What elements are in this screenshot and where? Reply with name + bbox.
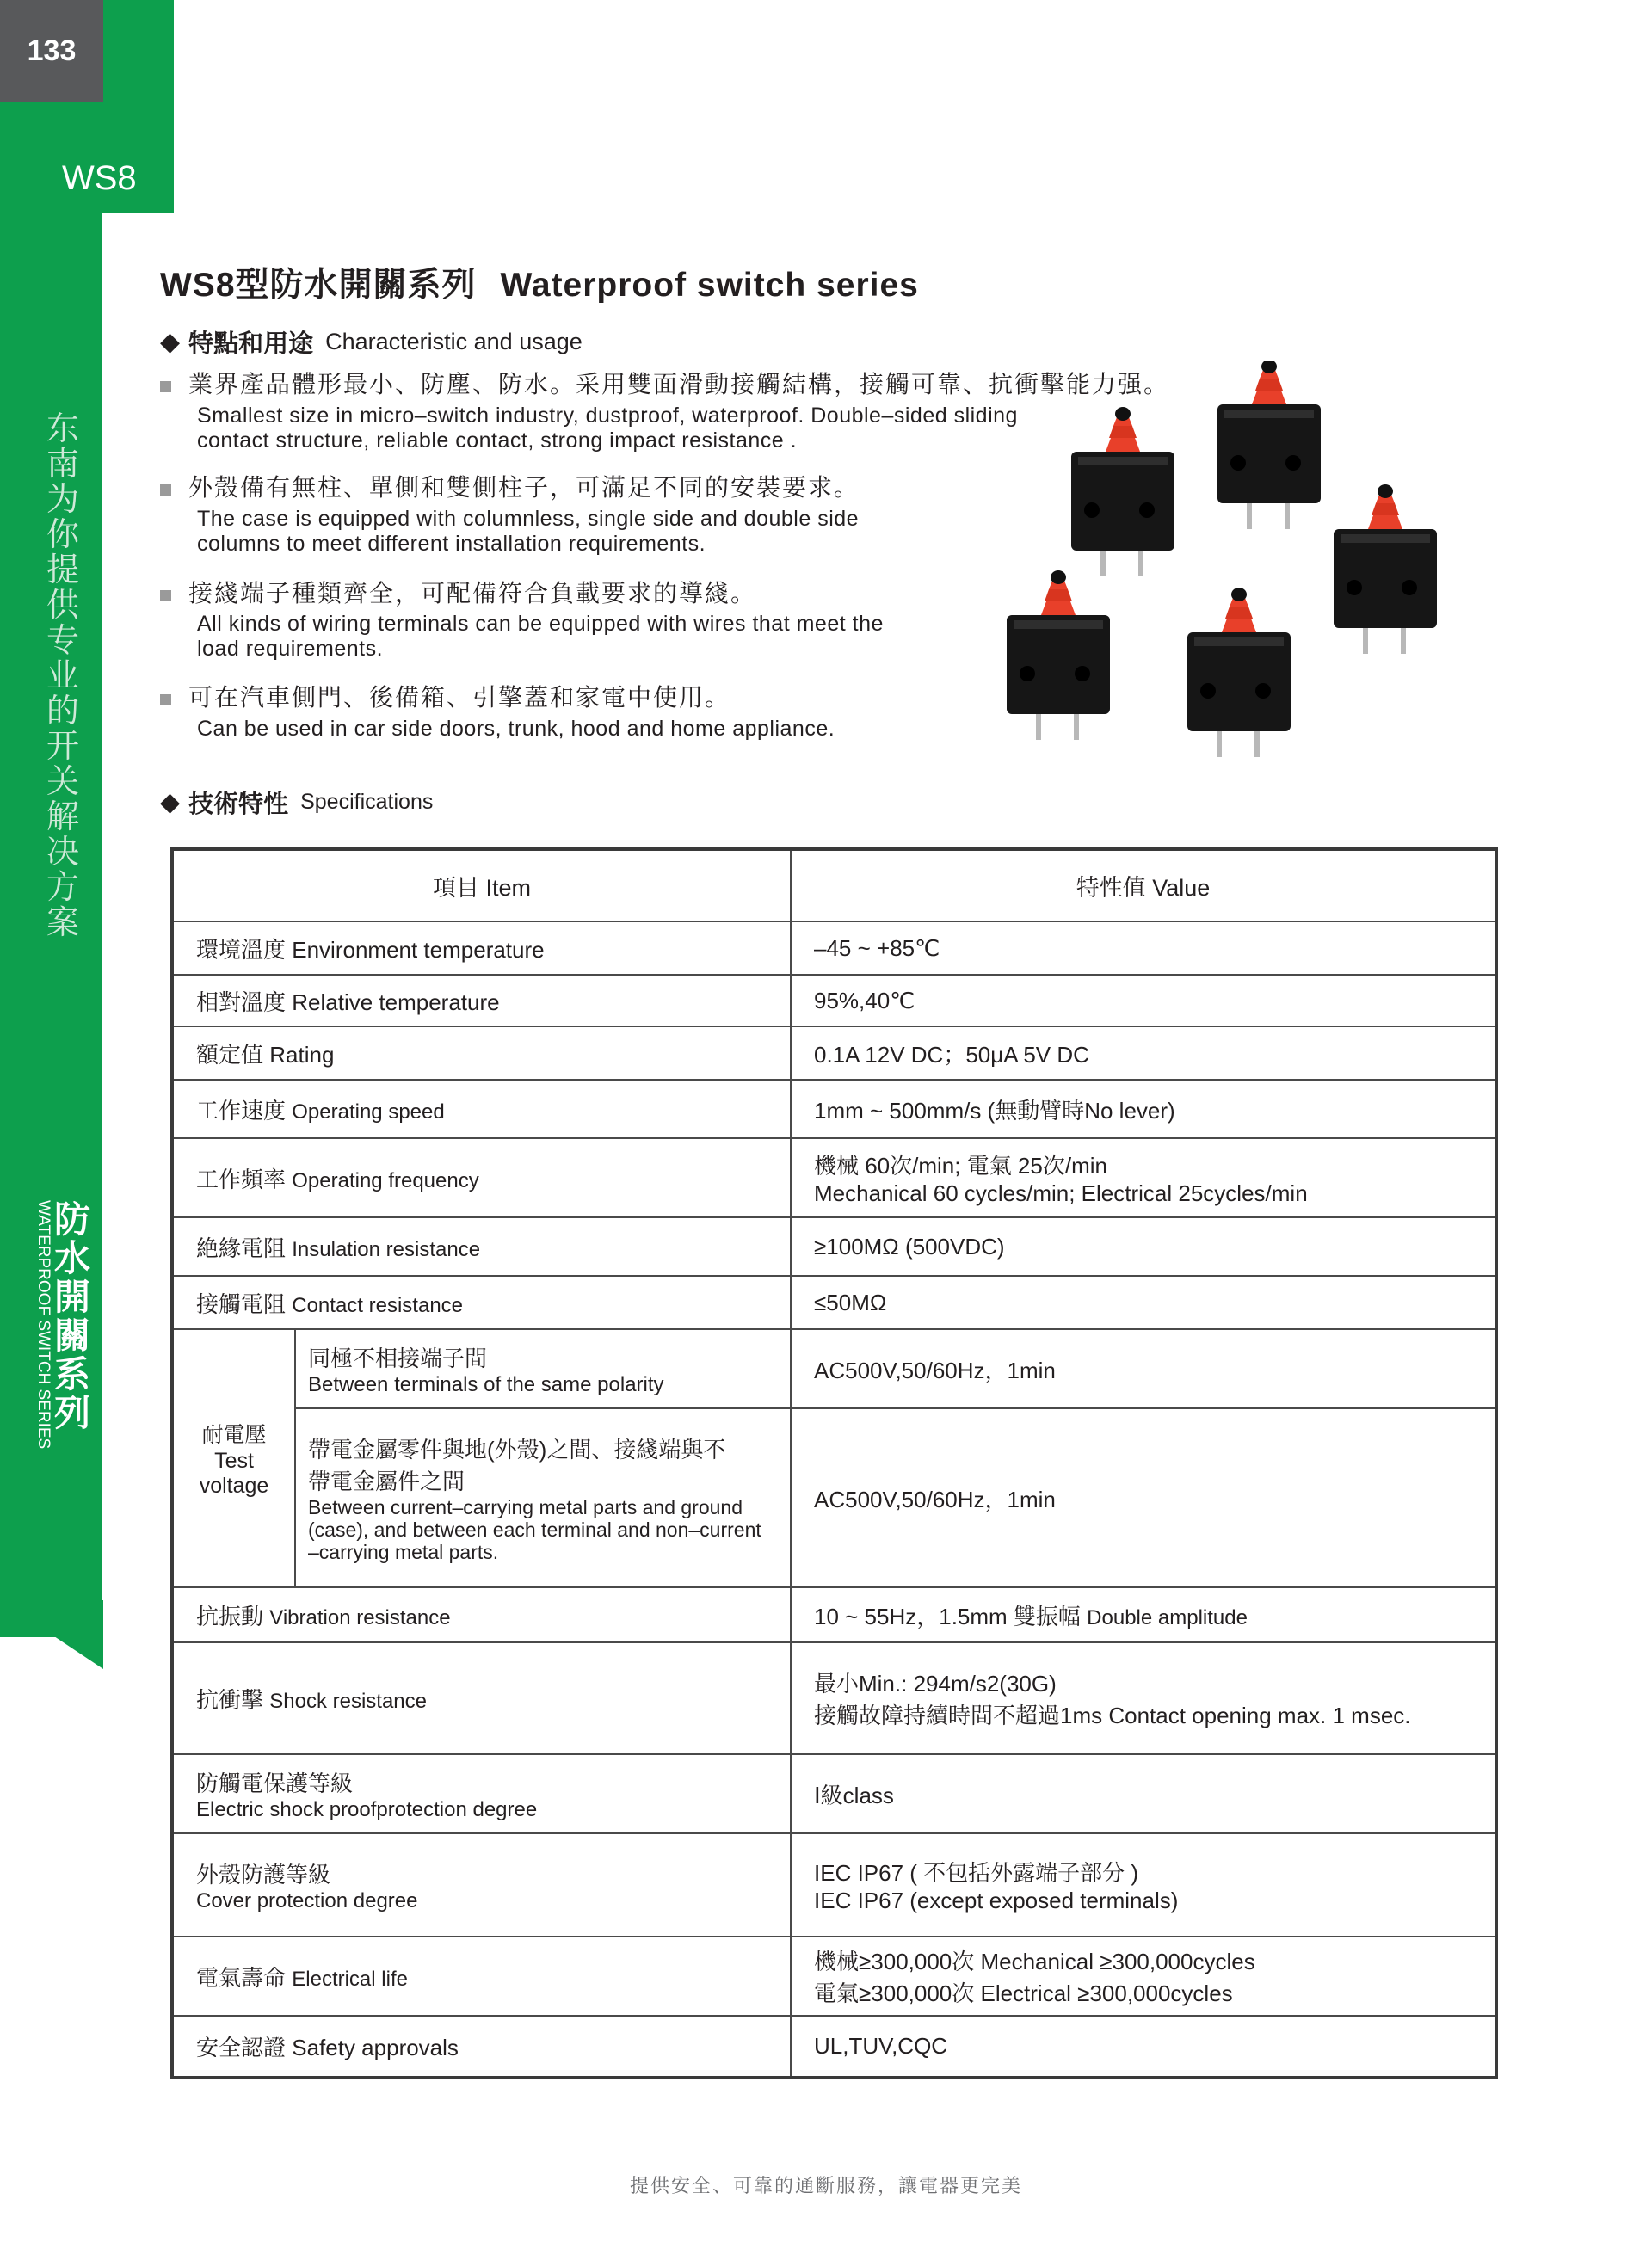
list-item: 業界產品體形最小、防塵、防水。采用雙面滑動接觸結構，接觸可靠、抗衝擊能力强。: [160, 366, 1169, 400]
row-label: 安全認證 Safety approvals: [172, 2016, 791, 2078]
diamond-bullet-icon: ◆: [160, 788, 181, 816]
series-code: WS8: [62, 159, 137, 197]
test-voltage-label: 耐電壓 Test voltage: [172, 1329, 295, 1587]
row-value: IEC IP67 ( 不包括外露端子部分 ) IEC IP67 (except exposed terminals): [791, 1833, 1496, 1937]
row-label: 額定值 Rating: [172, 1026, 791, 1080]
page-number: 133: [0, 0, 103, 102]
page-title-en: Waterproof switch series: [500, 267, 919, 304]
row-value: 95%,40℃: [791, 975, 1496, 1026]
row-value: 10 ~ 55Hz，1.5mm 雙振幅 Double amplitude: [791, 1587, 1496, 1642]
table-row: [172, 1833, 1496, 1937]
row-label: 外殼防護等級 Cover protection degree: [172, 1833, 791, 1937]
col-header-item: 項目 Item: [172, 849, 791, 921]
side-band-tail: [0, 1600, 103, 1669]
table-row: [172, 1080, 1496, 1138]
row-label: 抗衝擊 Shock resistance: [172, 1642, 791, 1754]
square-bullet-icon: [160, 381, 171, 392]
side-title: [34, 1200, 93, 1449]
row-label: 絶緣電阻 Insulation resistance: [172, 1217, 791, 1276]
row-value: AC500V,50/60Hz，1min: [791, 1329, 1496, 1408]
row-value: 1mm ~ 500mm/s (無動臂時No lever): [791, 1080, 1496, 1138]
row-value: 機械≥300,000次 Mechanical ≥300,000cycles 電氣≥300,000次 Electrical ≥300,000cycles: [791, 1937, 1496, 2016]
row-value: ≥100MΩ (500VDC): [791, 1217, 1496, 1276]
table-row: [172, 975, 1496, 1026]
list-item-en: All kinds of wiring terminals can be equipped with wires that meet the load requirements.: [197, 612, 884, 661]
section-characteristics: [160, 324, 583, 360]
footer-slogan: 提供安全、可靠的通斷服務，讓電器更完美: [629, 2176, 1022, 2197]
row-label: 環境溫度 Environment temperature: [172, 921, 791, 975]
table-row: [172, 1276, 1496, 1329]
row-label: 工作頻率 Operating frequency: [172, 1138, 791, 1217]
row-label: 接觸電阻 Contact resistance: [172, 1276, 791, 1329]
spec-table: [170, 847, 1498, 2079]
row-value: Ⅰ級class: [791, 1754, 1496, 1833]
table-row: [172, 1642, 1496, 1754]
table-header-row: [172, 849, 1496, 921]
table-row: [172, 1026, 1496, 1080]
section-heading-cn: 特點和用途: [188, 330, 314, 358]
table-row: [172, 1138, 1496, 1217]
list-item: 可在汽車側門、後備箱、引擎蓋和家電中使用。: [160, 679, 730, 713]
section-heading-en: Specifications: [300, 790, 434, 814]
table-row: [172, 1408, 1496, 1587]
side-slogan: 东南为你提供专业的开关解决方案: [46, 410, 79, 941]
row-value: 最小Min.: 294m/s2(30G) 接觸故障持續時間不超過1ms Contact opening max. 1 msec.: [791, 1642, 1496, 1754]
row-label: 抗振動 Vibration resistance: [172, 1587, 791, 1642]
table-row: [172, 1754, 1496, 1833]
row-label: 工作速度 Operating speed: [172, 1080, 791, 1138]
row-label: 帶電金屬零件與地(外殼)之間、接綫端與不 帶電金屬件之間 Between current–carrying metal parts and ground (case), and between each terminal and non–current –carrying metal parts.: [295, 1408, 791, 1587]
side-title-cn: 防水開關系列: [53, 1198, 90, 1434]
list-item: 外殼備有無柱、單側和雙側柱子，可滿足不同的安裝要求。: [160, 469, 860, 503]
product-photo: [972, 361, 1497, 783]
col-header-value: 特性值 Value: [791, 849, 1496, 921]
row-label: 電氣壽命 Electrical life: [172, 1937, 791, 2016]
list-item-en: The case is equipped with columnless, single side and double side columns to meet different installation requirements.: [197, 507, 860, 556]
section-heading-cn: 技術特性: [188, 791, 289, 818]
section-specifications: [160, 785, 433, 820]
row-value: –45 ~ +85℃: [791, 921, 1496, 975]
square-bullet-icon: [160, 694, 171, 705]
table-row: [172, 2016, 1496, 2078]
page-title-cn: WS8型防水開關系列: [160, 267, 477, 304]
square-bullet-icon: [160, 590, 171, 601]
side-title-en: WATERPROOF SWITCH SERIES: [34, 1200, 52, 1450]
table-row: [172, 1329, 1496, 1408]
row-label: 防觸電保護等級 Electric shock proofprotection degree: [172, 1754, 791, 1833]
row-value: UL,TUV,CQC: [791, 2016, 1496, 2078]
row-label: 同極不相接端子間 Between terminals of the same polarity: [295, 1329, 791, 1408]
row-value: 機械 60次/min; 電氣 25次/min Mechanical 60 cycles/min; Electrical 25cycles/min: [791, 1138, 1496, 1217]
row-value: AC500V,50/60Hz，1min: [791, 1408, 1496, 1587]
list-item-en: Can be used in car side doors, trunk, hood and home appliance.: [197, 717, 835, 741]
row-label: 相對溫度 Relative temperature: [172, 975, 791, 1026]
list-item-en: Smallest size in micro–switch industry, dustproof, waterproof. Double–sided sliding contact structure, reliable contact, strong impact resistance .: [197, 403, 1018, 453]
page-title: [160, 258, 919, 306]
square-bullet-icon: [160, 484, 171, 496]
table-row: [172, 921, 1496, 975]
table-row: [172, 1587, 1496, 1642]
side-band-notch: [102, 213, 174, 1637]
row-value: ≤50MΩ: [791, 1276, 1496, 1329]
diamond-bullet-icon: ◆: [160, 328, 181, 356]
row-value: 0.1A 12V DC；50μA 5V DC: [791, 1026, 1496, 1080]
table-row: [172, 1937, 1496, 2016]
list-item: 接綫端子種類齊全，可配備符合負載要求的導綫。: [160, 575, 756, 609]
section-heading-en: Characteristic and usage: [325, 329, 583, 354]
table-row: [172, 1217, 1496, 1276]
